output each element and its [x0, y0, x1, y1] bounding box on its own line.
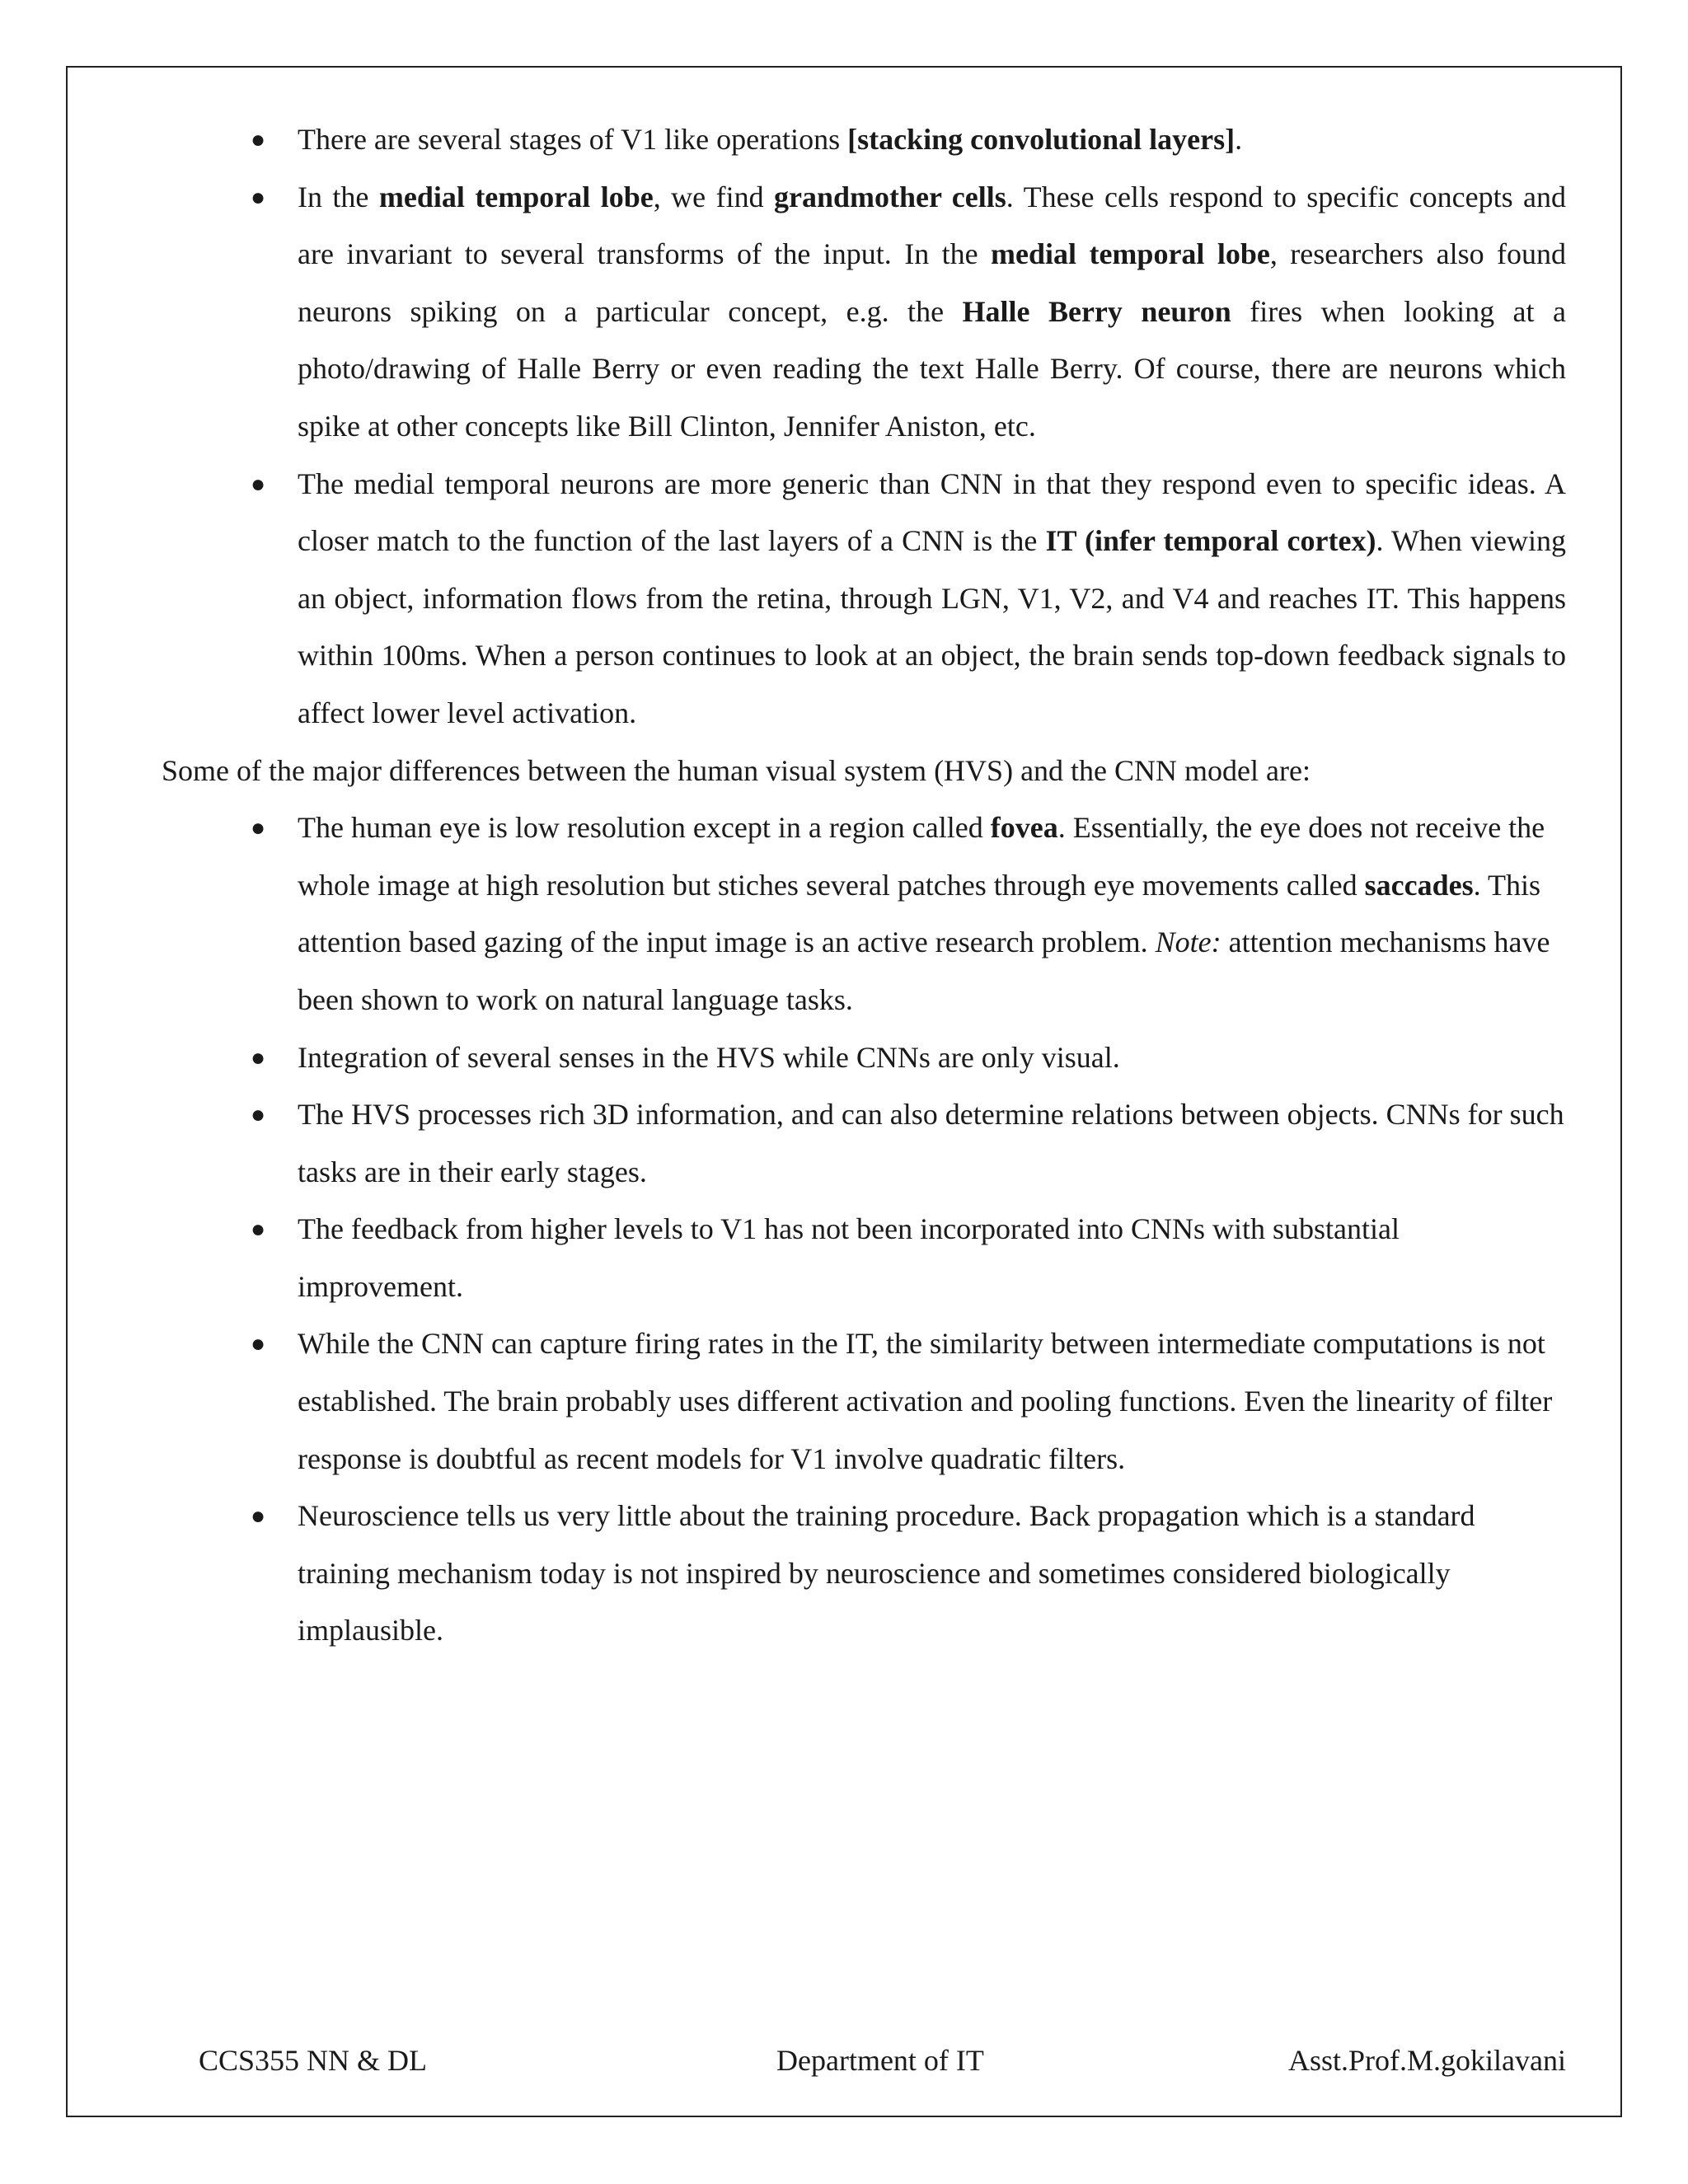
text-run: The human eye is low resolution except in a region called	[298, 811, 991, 845]
text-run: , researchers also found neurons spiking on a particular concept, e.g. the	[298, 237, 1567, 328]
bullet-icon: ●	[251, 1101, 266, 1129]
list-item	[251, 111, 1566, 169]
list-item	[251, 799, 1566, 1029]
list-item	[251, 169, 1567, 456]
bold-term: fovea	[990, 811, 1058, 845]
text-run: The feedback from higher levels to V1 has not been incorporated into CNNs with substantial improvement.	[298, 1212, 1400, 1303]
document-body	[162, 111, 1566, 1660]
text-run: While the CNN can capture firing rates in the IT, the similarity between intermediate computations is not established. The brain probably uses different activation and pooling functions. Even the linearity of filter response is doubtful as recent models for V1 involve quadratic filters.	[298, 1327, 1553, 1475]
list-item	[251, 456, 1567, 743]
text-run: Integration of several senses in the HVS while CNNs are only visual.	[298, 1040, 1120, 1074]
text-run: , we find	[653, 180, 775, 213]
footer-course-code: CCS355 NN & DL	[199, 2044, 428, 2077]
bullet-icon: ●	[251, 814, 266, 842]
bold-term: medial temporal lobe	[991, 237, 1270, 271]
text-run: . When viewing an object, information flows from the retina, through LGN, V1, V2, and V4 and reaches IT. This happens within 100ms. When a person continues to look at an object, the brain sends top-down feedback signals to affect lower level activation.	[298, 524, 1567, 729]
footer-author: Asst.Prof.M.gokilavani	[1288, 2044, 1566, 2077]
bold-term: saccades	[1364, 868, 1474, 902]
list-item	[251, 1201, 1566, 1315]
bold-term: grandmother cells	[774, 180, 1006, 213]
text-run: . Essentially, the eye does not receive the whole image at high resolution but stiches several patches through eye movements called	[298, 811, 1545, 902]
italic-term: Note:	[1155, 926, 1221, 959]
bullet-icon: ●	[251, 1043, 266, 1071]
text-run: attention mechanisms have been shown to work on natural language tasks.	[298, 926, 1550, 1016]
bold-term: IT (infer temporal cortex)	[1045, 524, 1376, 558]
text-run: fires when looking at a photo/drawing of Halle Berry or even reading the text Halle Berry. Of course, there are neurons which spike at other concepts like Bill Clinton, Jennifer Aniston, etc.	[298, 294, 1566, 443]
list-item	[251, 1029, 1566, 1087]
bullet-icon: ●	[251, 1330, 266, 1358]
bold-term: Halle Berry neuron	[962, 294, 1231, 328]
text-run: Neuroscience tells us very little about the training procedure. Back propagation which is a standard training mechanism today is not inspired by neuroscience and sometimes considered biologically implausible.	[298, 1499, 1475, 1647]
bold-term: medial temporal lobe	[378, 180, 654, 213]
list-item	[251, 1488, 1566, 1660]
text-run: In the	[298, 180, 379, 213]
text-run: . These cells respond to specific concepts and are invariant to several transforms of the input. In the	[298, 180, 1567, 271]
bullet-list-neuroscience	[162, 111, 1566, 743]
bold-term: [stacking convolutional layers]	[847, 123, 1236, 156]
text-run: The medial temporal neurons are more generic than CNN in that they respond even to specific ideas. A closer match to the function of the last layers of a CNN is the	[298, 466, 1566, 558]
text-run: There are several stages of V1 like operations	[298, 123, 848, 156]
list-item	[251, 1086, 1566, 1201]
text-run: . This attention based gazing of the input image is an active research problem.	[298, 868, 1540, 959]
bullet-list-differences	[162, 799, 1566, 1660]
bullet-icon: ●	[251, 470, 266, 498]
text-run: The HVS processes rich 3D information, and can also determine relations between objects. CNNs for such tasks are in their early stages.	[298, 1098, 1564, 1188]
bullet-icon: ●	[251, 183, 266, 211]
bullet-icon: ●	[251, 126, 266, 153]
list-item	[251, 1315, 1566, 1488]
footer-department: Department of IT	[776, 2044, 984, 2077]
bullet-icon: ●	[251, 1502, 266, 1530]
text-run: .	[1235, 123, 1243, 156]
intro-paragraph: Some of the major differences between the human visual system (HVS) and the CNN model are:	[162, 753, 1311, 787]
bullet-icon: ●	[251, 1216, 266, 1244]
